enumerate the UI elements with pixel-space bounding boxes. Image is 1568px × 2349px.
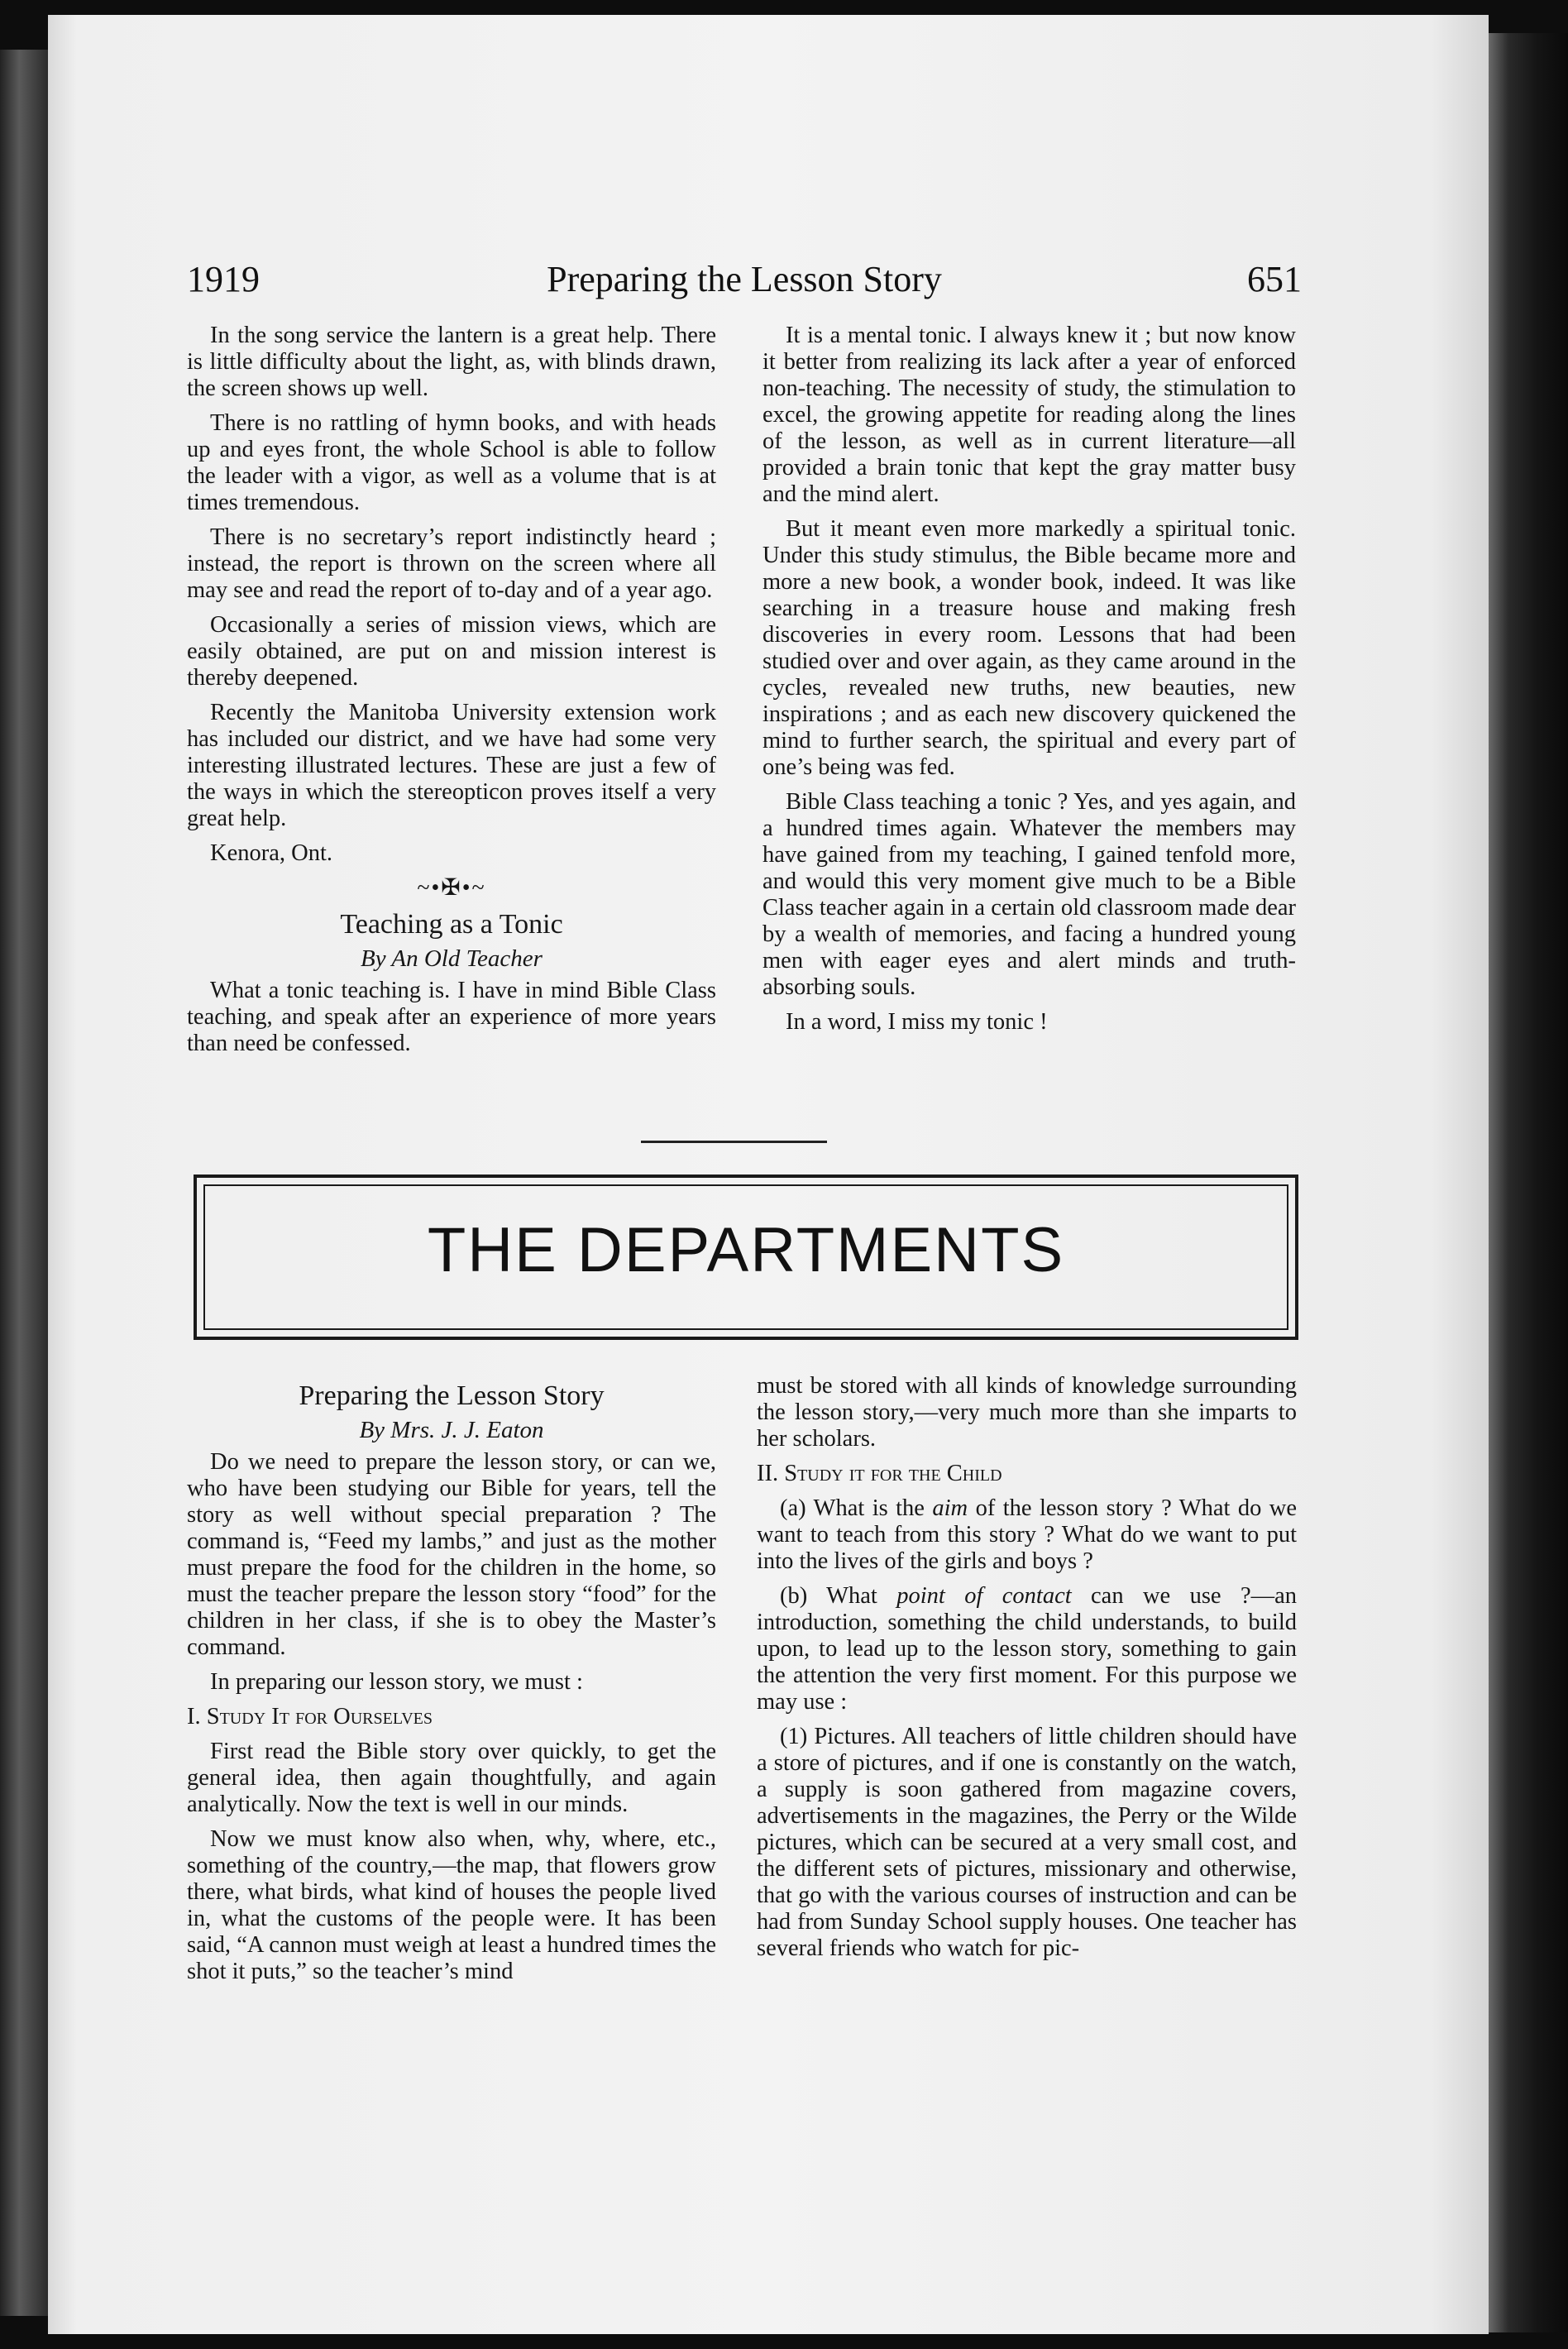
paragraph: Recently the Manitoba University extension work has included our district, and we have had some very interesting illustrated lectures. These are just a few of the ways in which the stereopticon proves itself a very great help. xyxy=(187,700,716,831)
article-byline: By Mrs. J. J. Eaton xyxy=(359,1417,544,1443)
section-heading: II. Study it for the Child xyxy=(757,1461,1002,1486)
paragraph: In the song service the lantern is a great help. There is little difficulty about the light, as, with blinds drawn, the screen shows up well. xyxy=(187,323,716,401)
departments-banner xyxy=(194,1174,1298,1340)
text-run: of the lesson story ? What do we want to teach from this story ? What do we want to put into the lives of the girls and boys ? xyxy=(757,1495,1297,1574)
paragraph: It is a mental tonic. I always knew it ; but now know it better from realizing its lack after a year of enforced non-teaching. The necessity of study, the stimulation to excel, the growing appetite for reading along the lines of the lesson, as well as in current literature—all provided a brain tonic that kept the gray matter busy and the mind alert. xyxy=(762,323,1296,507)
text-run: (a) What is the xyxy=(780,1495,933,1521)
paragraph: Now we must know also when, why, where, etc., something of the country,—the map, that flowers grow there, what birds, what kind of houses the people lived in, what the customs of the people were. It has been said, “A cannon must weigh at least a hundred times the shot it puts,” so the teacher’s mind xyxy=(187,1826,716,1984)
emphasis: aim xyxy=(932,1495,968,1521)
article-title-teaching-tonic: Teaching as a Tonic xyxy=(340,909,563,940)
section-divider-rule xyxy=(641,1141,827,1143)
article-title-lesson-story: Preparing the Lesson Story xyxy=(299,1380,605,1411)
column-lower-left xyxy=(187,1373,716,1993)
text-run: (b) What xyxy=(780,1583,897,1609)
paragraph: In a word, I miss my tonic ! xyxy=(786,1009,1048,1035)
header-page-number: 651 xyxy=(1247,259,1302,299)
page-edge-right xyxy=(1489,33,1568,2332)
paragraph: Bible Class teaching a tonic ? Yes, and yes again, and a hundred times again. Whatever the members may have gained from my teaching, I gained tenfold more, and would this very moment give much to be a Bible Class teacher again in a certain old classroom made dear by a wealth of memories, and facing a hundred young men with eager eyes and alert minds and truth-absorbing souls. xyxy=(762,789,1296,1000)
paragraph xyxy=(757,1583,1297,1715)
column-upper-left xyxy=(187,323,716,1065)
dateline-place: Kenora, Ont. xyxy=(210,840,332,866)
article-byline: By An Old Teacher xyxy=(361,945,543,972)
paragraph: There is no rattling of hymn books, and with heads up and eyes front, the whole School is able to follow the leader with a vigor, as well as a volume that is at times tremendous. xyxy=(187,410,716,515)
column-lower-right xyxy=(757,1373,1297,1970)
header-title: Preparing the Lesson Story xyxy=(547,259,942,299)
book-binding-left xyxy=(0,50,48,2316)
paragraph: Occasionally a series of mission views, which are easily obtained, are put on and mission interest is thereby deepened. xyxy=(187,612,716,691)
section-ornament: ~•✠•~ xyxy=(417,875,486,901)
paragraph xyxy=(757,1495,1297,1575)
emphasis: point of contact xyxy=(896,1583,1072,1609)
paragraph: must be stored with all kinds of knowledge surrounding the lesson story,—very much more than she imparts to her scholars. xyxy=(757,1373,1297,1452)
paragraph: There is no secretary’s report indistinctly heard ; instead, the report is thrown on the screen where all may see and read the report of to-day and of a year ago. xyxy=(187,524,716,603)
paragraph: Do we need to prepare the lesson story, or can we, who have been studying our Bible for years, tell the story as well without special preparation ? The command is, “Feed my lambs,” and just as the mother must prepare the food for the children in the home, so must the teacher prepare the lesson story “food” for the children in her class, if she is to obey the Master’s command. xyxy=(187,1449,716,1660)
column-upper-right xyxy=(762,323,1296,1044)
paragraph: First read the Bible story over quickly, to get the general idea, then again thoughtfully, and again analytically. Now the text is well in our minds. xyxy=(187,1739,716,1817)
departments-heading: THE DEPARTMENTS xyxy=(427,1215,1065,1285)
header-year: 1919 xyxy=(187,259,260,299)
text-run: can we use ?—an introduction, something the child understands, to build upon, to lead up to the lesson story, something to gain the attention the very first moment. For this purpose we may use : xyxy=(757,1583,1298,1715)
paragraph: What a tonic teaching is. I have in mind Bible Class teaching, and speak after an experience of more years than need be confessed. xyxy=(187,978,716,1056)
section-heading: I. Study It for Ourselves xyxy=(187,1704,433,1729)
paragraph: But it meant even more markedly a spiritual tonic. Under this study stimulus, the Bible became more and more a new book, a wonder book, indeed. It was like searching in a treasure house and making fresh discoveries in every room. Lessons that had been studied over and over again, as they came around in the cycles, revealed new truths, new beauties, new inspirations ; and as each new discovery quickened the mind to further search, the spiritual and every part of one’s being was fed. xyxy=(762,516,1296,780)
paragraph: In preparing our lesson story, we must : xyxy=(210,1669,583,1695)
running-header xyxy=(187,258,1302,308)
paragraph: (1) Pictures. All teachers of little children should have a store of pictures, and if one is constantly on the watch, a supply is soon gathered from magazine covers, advertisements in the magazines, the Perry or the Wilde pictures, which can be secured at a very small cost, and the different sets of pictures, missionary and otherwise, that go with the various courses of instruction and can be had from Sunday School supply houses. One teacher has several friends who watch for pic- xyxy=(757,1724,1297,1961)
